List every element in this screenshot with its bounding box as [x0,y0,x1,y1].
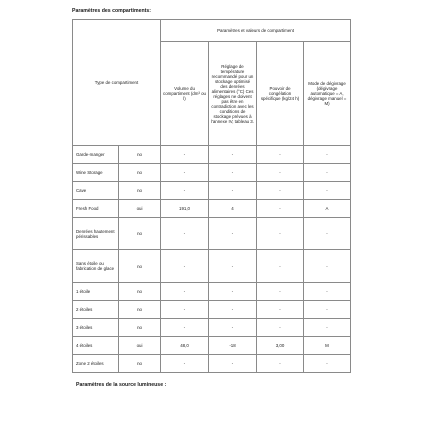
volume-cell: - [161,146,209,164]
compartment-name-cell: Zone 2 étoiles [73,355,119,373]
freezing-capacity-cell: - [257,182,304,200]
temperature-cell: - [209,146,257,164]
table-row [73,319,351,337]
presence-cell: no [119,218,161,250]
presence-cell: no [119,146,161,164]
freezing-capacity-cell: - [257,146,304,164]
group-header: Paramètres et valeurs de compartiment [161,20,351,42]
temperature-header: Réglage de température recommandé pour un stockage optimisé des denrées alimentaires (°C) Ces réglages ne doivent pas être en contradiction avec les conditions de stockage prévues à l'annexe IV, tableau 3. [209,42,257,146]
temperature-cell: - [209,319,257,337]
compartment-parameters-table [72,19,351,373]
temperature-cell: - [209,283,257,301]
presence-cell: no [119,319,161,337]
freezing-capacity-cell: - [257,200,304,218]
freezing-capacity-header: Pouvoir de congélation spécifique (kg/24 h) [257,42,304,146]
volume-cell: - [161,218,209,250]
table-row [73,182,351,200]
table-row [73,218,351,250]
volume-cell: - [161,355,209,373]
presence-cell: no [119,355,161,373]
presence-cell: no [119,182,161,200]
compartment-name-cell: 2 étoiles [73,301,119,319]
table-row [73,301,351,319]
defrost-mode-cell: - [304,319,351,337]
section-title-compartments: Paramètres des compartiments: [72,8,151,14]
compartment-name-cell: 1 étoile [73,283,119,301]
defrost-mode-cell: - [304,164,351,182]
table-row [73,250,351,283]
freezing-capacity-cell: - [257,164,304,182]
temperature-cell: - [209,182,257,200]
compartment-type-header: Type de compartiment [73,20,161,146]
compartment-name-cell: Garde-manger [73,146,119,164]
volume-cell: - [161,301,209,319]
temperature-cell: - [209,301,257,319]
compartment-name-cell: Wine Storage [73,164,119,182]
table-row [73,146,351,164]
freezing-capacity-cell: - [257,301,304,319]
temperature-cell: - [209,218,257,250]
compartment-name-cell: 3 étoiles [73,319,119,337]
defrost-mode-cell: - [304,218,351,250]
presence-cell: oui [119,337,161,355]
defrost-mode-cell: A [304,200,351,218]
presence-cell: no [119,301,161,319]
defrost-mode-cell: - [304,182,351,200]
table-row [73,200,351,218]
compartment-name-cell: Denrées hautement périssables [73,218,119,250]
freezing-capacity-cell: - [257,355,304,373]
freezing-capacity-cell: - [257,218,304,250]
temperature-cell: - [209,355,257,373]
freezing-capacity-cell: - [257,283,304,301]
temperature-cell: - [209,164,257,182]
section-title-light-source: Paramètres de la source lumineuse : [76,382,167,388]
volume-cell: - [161,283,209,301]
presence-cell: oui [119,200,161,218]
temperature-cell: 4 [209,200,257,218]
freezing-capacity-cell: 3,00 [257,337,304,355]
table-row [73,164,351,182]
temperature-cell: - [209,250,257,283]
volume-header: Volume du compartiment (dm³ ou l) [161,42,209,146]
presence-cell: no [119,283,161,301]
presence-cell: no [119,250,161,283]
volume-cell: - [161,250,209,283]
presence-cell: no [119,164,161,182]
volume-cell: - [161,319,209,337]
table-row [73,283,351,301]
compartment-name-cell: 4 étoiles [73,337,119,355]
defrost-mode-header: Mode de dégivrage (dégivrage automatique = A, dégivrage manuel = M) [304,42,351,146]
defrost-mode-cell: - [304,146,351,164]
volume-cell: 191,0 [161,200,209,218]
defrost-mode-cell: - [304,301,351,319]
table-row [73,337,351,355]
defrost-mode-cell: - [304,283,351,301]
volume-cell: 48,0 [161,337,209,355]
freezing-capacity-cell: - [257,250,304,283]
compartment-name-cell: Fresh Food [73,200,119,218]
defrost-mode-cell: - [304,355,351,373]
defrost-mode-cell: - [304,250,351,283]
compartment-name-cell: Sans étoile ou fabrication de glace [73,250,119,283]
volume-cell: - [161,182,209,200]
table-row [73,355,351,373]
compartment-name-cell: Cave [73,182,119,200]
volume-cell: - [161,164,209,182]
defrost-mode-cell: M [304,337,351,355]
freezing-capacity-cell: - [257,319,304,337]
temperature-cell: -18 [209,337,257,355]
